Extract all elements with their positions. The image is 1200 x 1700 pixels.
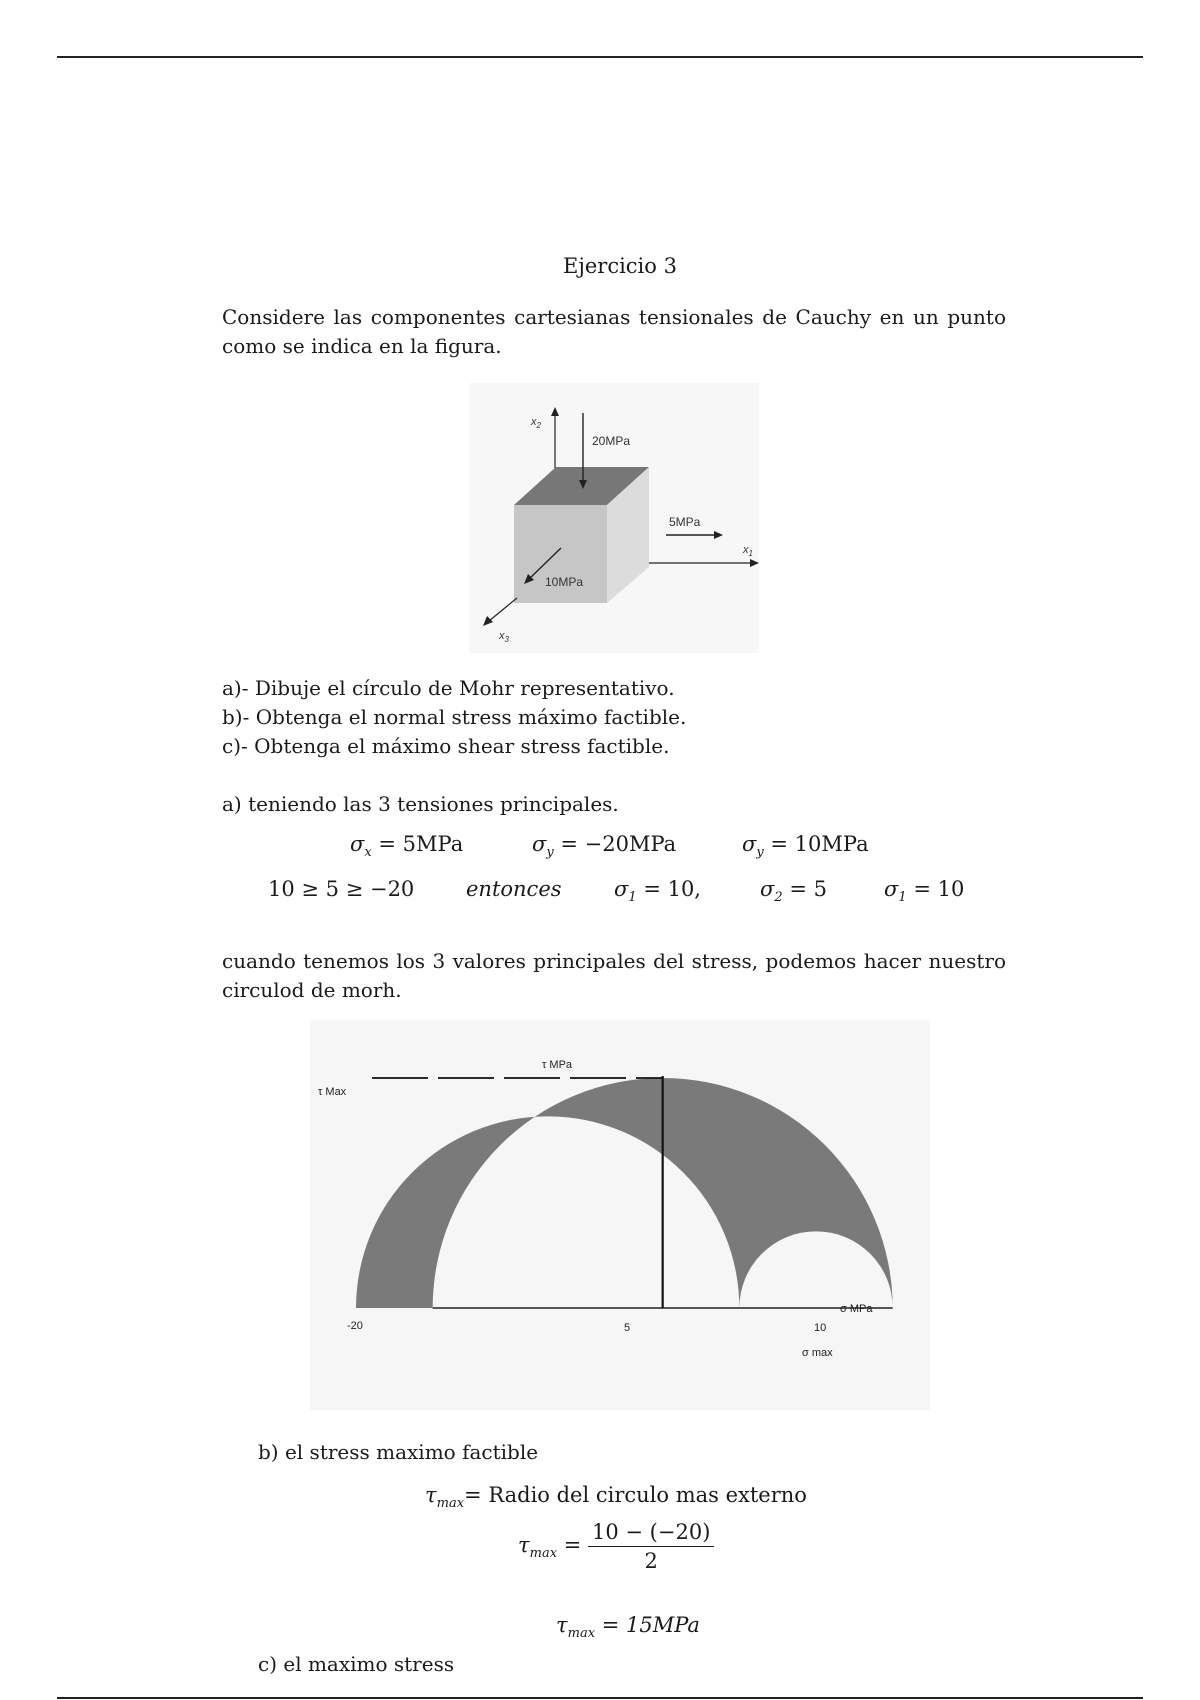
part-a-intro: a) teniendo las 3 tensiones principales. [222,792,619,816]
mohr-circle-diagram [310,1020,930,1410]
axis-x3-label: $x_3$ [499,630,509,644]
stress-sigma-y: $\sigma_y = -20MPa$ [532,832,677,861]
sigma-1: $\sigma_1 = 10$, [614,877,701,906]
sigma-2: $\sigma_2 = 5$ [760,877,827,906]
question-b: b)- Obtenga el normal stress máximo factible. [222,705,687,729]
load-front-label: 10MPa [545,575,584,589]
stress-sigma-z: $\sigma_y = 10MPa$ [742,832,869,861]
exercise-title: Ejercicio 3 [563,254,677,278]
bottom-rule [57,1697,1143,1699]
tau-max-label: τ Max [318,1086,347,1098]
part-c-title: c) el maximo stress [258,1652,455,1676]
part-b-title: b) el stress maximo factible [258,1440,539,1464]
stress-cube-figure [469,383,759,653]
axis-x1-label: $x_1$ [743,544,753,558]
sigma-max-label: σ max [802,1347,833,1359]
y-axis-label: τ MPa [542,1059,573,1071]
stress-sigma-x: $\sigma_x = 5MPa$ [350,832,464,861]
fraction: $\frac{10 - (-20)}{2}$ [588,1520,714,1573]
tick-label-neg20: -20 [347,1320,363,1332]
load-top-label: 20MPa [592,434,631,448]
x-axis-label: σ MPa [840,1303,873,1315]
tau-max-fraction: $\tau_{max}$ = $\frac{10 - (-20)}{2}$ [518,1520,714,1573]
load-right-label: 5MPa [669,515,701,529]
mohr-intro: cuando tenemos los 3 valores principales del stress, podemos hacer nuestro circulod de morh. [222,949,1006,1002]
question-a: a)- Dibuje el círculo de Mohr representativo. [222,676,675,700]
sigma-3: $\sigma_1 = 10$ [884,877,965,906]
tau-max-result: $\tau_{max} = 15MPa$ [556,1613,700,1642]
questions-list [222,674,1006,761]
inequality: 10 ≥ 5 ≥ −20 [268,877,415,901]
tau-max-definition: $\tau_{max}=$ Radio del circulo mas externo [425,1483,807,1512]
question-c: c)- Obtenga el máximo shear stress factible. [222,734,670,758]
tick-label-5: 5 [624,1322,631,1334]
tick-label-10: 10 [814,1322,827,1334]
axis-x2-label: $x_2$ [531,416,541,430]
top-rule [57,56,1143,58]
intro-paragraph: Considere las componentes cartesianas tensionales de Cauchy en un punto como se indica en la figura. [222,305,1006,358]
word-entonces: entonces [466,877,562,901]
